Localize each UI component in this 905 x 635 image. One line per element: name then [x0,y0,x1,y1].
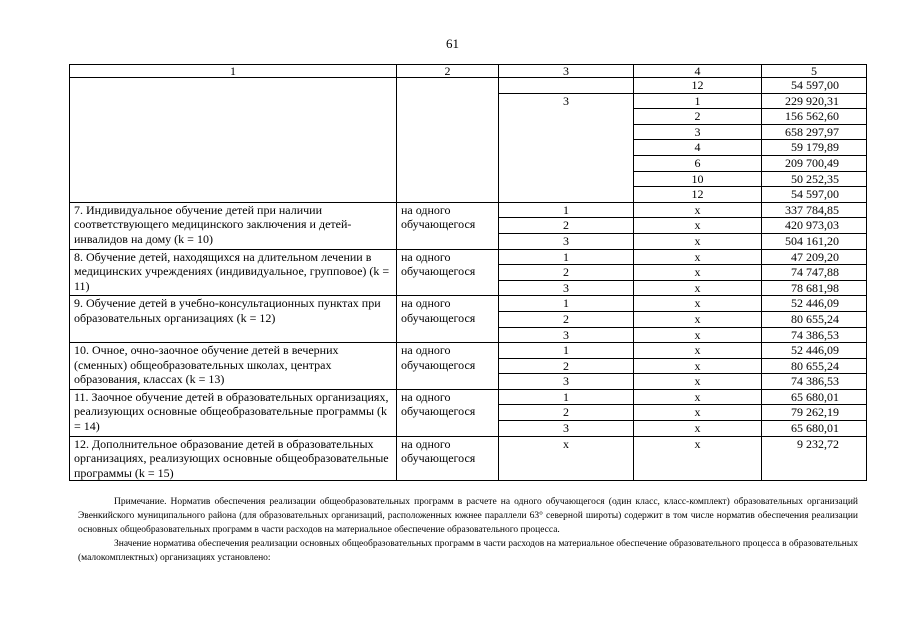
column-header-1: 1 [70,65,397,78]
section-unit: на одного обучающегося [397,389,499,436]
table-row [70,249,867,265]
section-description: 12. Дополнительное образование детей в образовательных организациях, реализующих основные общеобразовательные программы (k = 15) [70,436,397,481]
continued-description-cell [70,78,397,203]
value-cell: 74 386,53 [762,374,867,390]
col4-cell: x [634,421,762,437]
col3-cell: 1 [499,389,634,405]
table-row [70,78,867,94]
col4-cell: x [634,233,762,249]
col4-cell: 4 [634,140,762,156]
col4-cell: x [634,327,762,343]
col3-cell: 1 [499,202,634,218]
col4-cell: x [634,265,762,281]
value-cell: 65 680,01 [762,389,867,405]
section-description: 7. Индивидуальное обучение детей при наличии соответствующего медицинского заключения и детей-инвалидов на дому (k = 10) [70,202,397,249]
col4-cell: x [634,249,762,265]
value-cell: 59 179,89 [762,140,867,156]
group-col3-cell: 3 [499,93,634,202]
col4-cell: 10 [634,171,762,187]
value-cell: 504 161,20 [762,233,867,249]
value-cell: 229 920,31 [762,93,867,109]
value-cell: 156 562,60 [762,109,867,125]
value-cell: 337 784,85 [762,202,867,218]
table-row [70,436,867,481]
col4-cell: x [634,389,762,405]
col3-cell: 3 [499,233,634,249]
value-cell: 74 747,88 [762,265,867,281]
section-description: 8. Обучение детей, находящихся на длительном лечении в медицинских учреждениях (индивидуальное, групповое) (k = 11) [70,249,397,296]
continued-unit-cell [397,78,499,203]
col3-cell: 2 [499,405,634,421]
col4-cell: x [634,358,762,374]
section-unit: на одного обучающегося [397,202,499,249]
value-cell: 52 446,09 [762,296,867,312]
col3-cell: 2 [499,265,634,281]
value-cell: 65 680,01 [762,421,867,437]
col3-cell: 1 [499,343,634,359]
continued-col3-cell [499,78,634,94]
value-cell: 209 700,49 [762,155,867,171]
col3-cell: 3 [499,374,634,390]
col3-cell: 2 [499,311,634,327]
col4-cell: x [634,280,762,296]
column-header-4: 4 [634,65,762,78]
value-cell: 52 446,09 [762,343,867,359]
table-row [70,389,867,405]
note-paragraph-1: Примечание. Норматив обеспечения реализации общеобразовательных программ в расчете на одного обучающегося (один класс, класс-комплект) образовательных организаций Эвенкийского муниципального района (для образовательных организаций, расположенных южнее параллели 63° северной широты) содержит в том числе норматив обеспечения реализации основных общеобразовательных программ в части расходов на материальное обеспечение образовательного процесса. [78,497,858,535]
col3-cell: 2 [499,218,634,234]
col3-cell: 3 [499,421,634,437]
header-row [70,65,867,78]
col4-cell: x [634,202,762,218]
col4-cell: 6 [634,155,762,171]
col3-cell: 3 [499,327,634,343]
section-unit: на одного обучающегося [397,249,499,296]
col4-cell: x [634,374,762,390]
col3-cell: 1 [499,249,634,265]
page-number: 61 [446,36,459,51]
col4-cell: 12 [634,187,762,203]
col4-cell: 3 [634,124,762,140]
col3-cell: 2 [499,358,634,374]
section-description: 10. Очное, очно-заочное обучение детей в вечерних (сменных) общеобразовательных школах, центрах образования, классах (k = 13) [70,343,397,390]
column-header-2: 2 [397,65,499,78]
column-header-5: 5 [762,65,867,78]
value-cell: 9 232,72 [762,436,867,481]
col4-cell: x [634,405,762,421]
col3-cell: 3 [499,280,634,296]
value-cell: 50 252,35 [762,171,867,187]
col4-cell: x [634,311,762,327]
column-header-3: 3 [499,65,634,78]
col4-cell: 12 [634,78,762,94]
col4-cell: x [634,436,762,481]
normative-table [69,64,867,481]
col3-cell: 1 [499,296,634,312]
value-cell: 658 297,97 [762,124,867,140]
col3-cell: x [499,436,634,481]
table-row [70,202,867,218]
value-cell: 74 386,53 [762,327,867,343]
section-unit: на одного обучающегося [397,296,499,343]
table-row [70,296,867,312]
value-cell: 54 597,00 [762,78,867,94]
value-cell: 54 597,00 [762,187,867,203]
value-cell: 420 973,03 [762,218,867,234]
col4-cell: x [634,218,762,234]
col4-cell: x [634,296,762,312]
col4-cell: x [634,343,762,359]
value-cell: 80 655,24 [762,311,867,327]
table-row [70,343,867,359]
col4-cell: 2 [634,109,762,125]
col4-cell: 1 [634,93,762,109]
note-block [78,495,858,565]
section-unit: на одного обучающегося [397,436,499,481]
section-description: 11. Заочное обучение детей в образовательных организациях, реализующих основные общеобразовательные программы (k = 14) [70,389,397,436]
value-cell: 47 209,20 [762,249,867,265]
value-cell: 80 655,24 [762,358,867,374]
value-cell: 78 681,98 [762,280,867,296]
value-cell: 79 262,19 [762,405,867,421]
section-description: 9. Обучение детей в учебно-консультационных пунктах при образовательных организациях (k = 12) [70,296,397,343]
note-paragraph-2: Значение норматива обеспечения реализации основных общеобразовательных программ в части расходов на материальное обеспечение образовательного процесса в образовательных (малокомплектных) организациях установлено: [78,539,858,563]
section-unit: на одного обучающегося [397,343,499,390]
